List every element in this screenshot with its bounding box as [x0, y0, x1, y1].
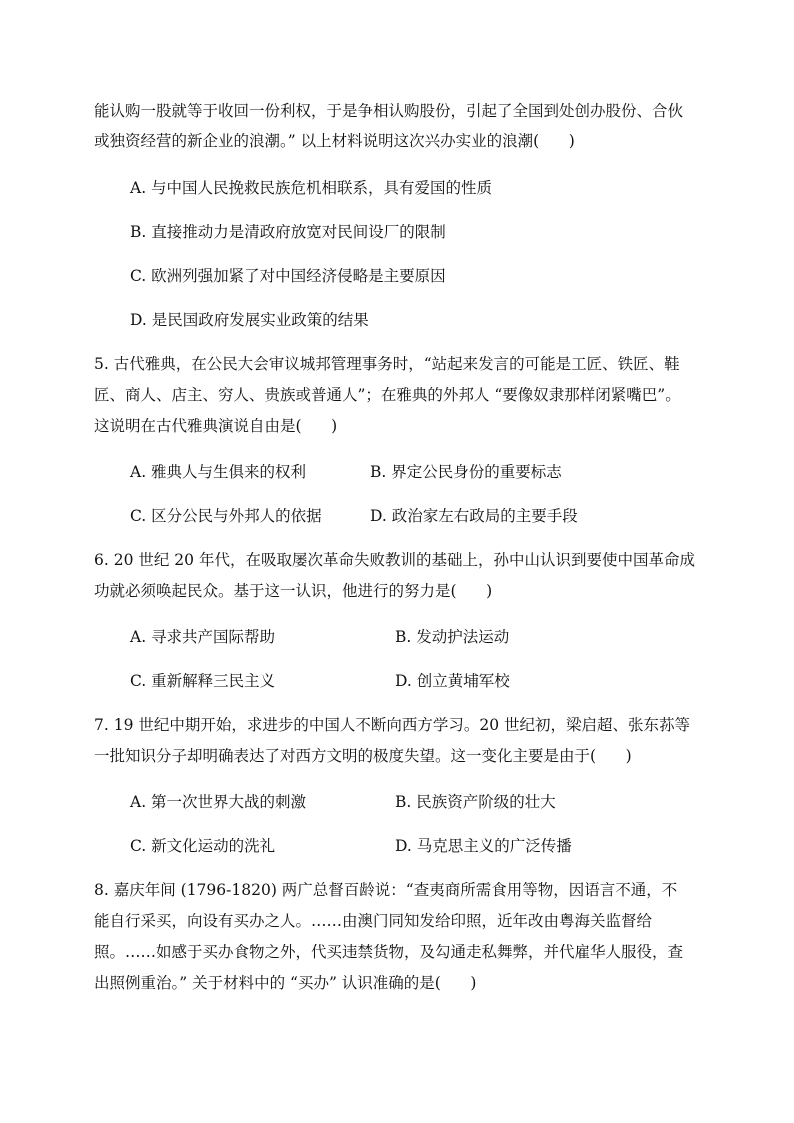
- option-d: D. 是民国政府发展实业政策的结果: [130, 311, 369, 329]
- stem-line: 一批知识分子却明确表达了对西方文明的极度失望。这一变化主要是由于( ): [94, 747, 632, 765]
- stem-line: 照。……如感于买办食物之外，代买违禁货物，及勾通走私舞弊，并代雇华人服役，查: [94, 943, 684, 961]
- option-c: C. 区分公民与外邦人的依据: [130, 507, 322, 525]
- option-c: C. 新文化运动的洗礼: [130, 837, 276, 855]
- option-b: B. 直接推动力是清政府放宽对民间设厂的限制: [130, 223, 446, 241]
- option-a: A. 第一次世界大战的刺激: [130, 793, 307, 811]
- option-d: D. 政治家左右政局的主要手段: [370, 507, 578, 525]
- option-c: C. 重新解释三民主义: [130, 672, 276, 690]
- option-d: D. 创立黄埔军校: [395, 672, 510, 690]
- stem-line: 7. 19 世纪中期开始，求进步的中国人不断向西方学习。20 世纪初，梁启超、张东荪等: [94, 716, 691, 734]
- stem-line: 5. 古代雅典，在公民大会审议城邦管理事务时，“站起来发言的可能是工匠、铁匠、鞋: [94, 355, 680, 373]
- stem-line: 或独资经营的新企业的浪潮。” 以上材料说明这次兴办实业的浪潮( ): [94, 132, 575, 150]
- option-a: A. 雅典人与生俱来的权利: [130, 463, 307, 481]
- stem-line: 功就必须唤起民众。基于这一认识，他进行的努力是( ): [94, 582, 493, 600]
- option-b: B. 民族资产阶级的壮大: [395, 793, 556, 811]
- option-d: D. 马克思主义的广泛传播: [395, 837, 572, 855]
- stem-line: 匠、商人、店主、穷人、贵族或普通人”；在雅典的外邦人 “要像奴隶那样闭紧嘴巴”。: [94, 386, 681, 404]
- option-a: A. 与中国人民挽救民族危机相联系，具有爱国的性质: [130, 179, 493, 197]
- stem-line: 出照例重治。” 关于材料中的 “买办” 认识准确的是( ): [94, 974, 477, 992]
- option-c: C. 欧洲列强加紧了对中国经济侵略是主要原因: [130, 267, 446, 285]
- stem-line: 能认购一股就等于收回一份利权，于是争相认购股份，引起了全国到处创办股份、合伙: [94, 102, 684, 120]
- option-a: A. 寻求共产国际帮助: [130, 628, 276, 646]
- stem-line: 6. 20 世纪 20 年代，在吸取屡次革命失败教训的基础上，孙中山认识到要使中国革命成: [94, 551, 695, 569]
- stem-line: 这说明在古代雅典演说自由是( ): [94, 417, 338, 435]
- option-b: B. 界定公民身份的重要标志: [370, 463, 562, 481]
- stem-line: 8. 嘉庆年间 (1796-1820) 两广总督百龄说：“查夷商所需食用等物，因语言不通，不: [94, 881, 678, 899]
- option-b: B. 发动护法运动: [395, 628, 510, 646]
- stem-line: 能自行采买，向设有买办之人。……由澳门同知发给印照，近年改由粤海关监督给: [94, 912, 653, 930]
